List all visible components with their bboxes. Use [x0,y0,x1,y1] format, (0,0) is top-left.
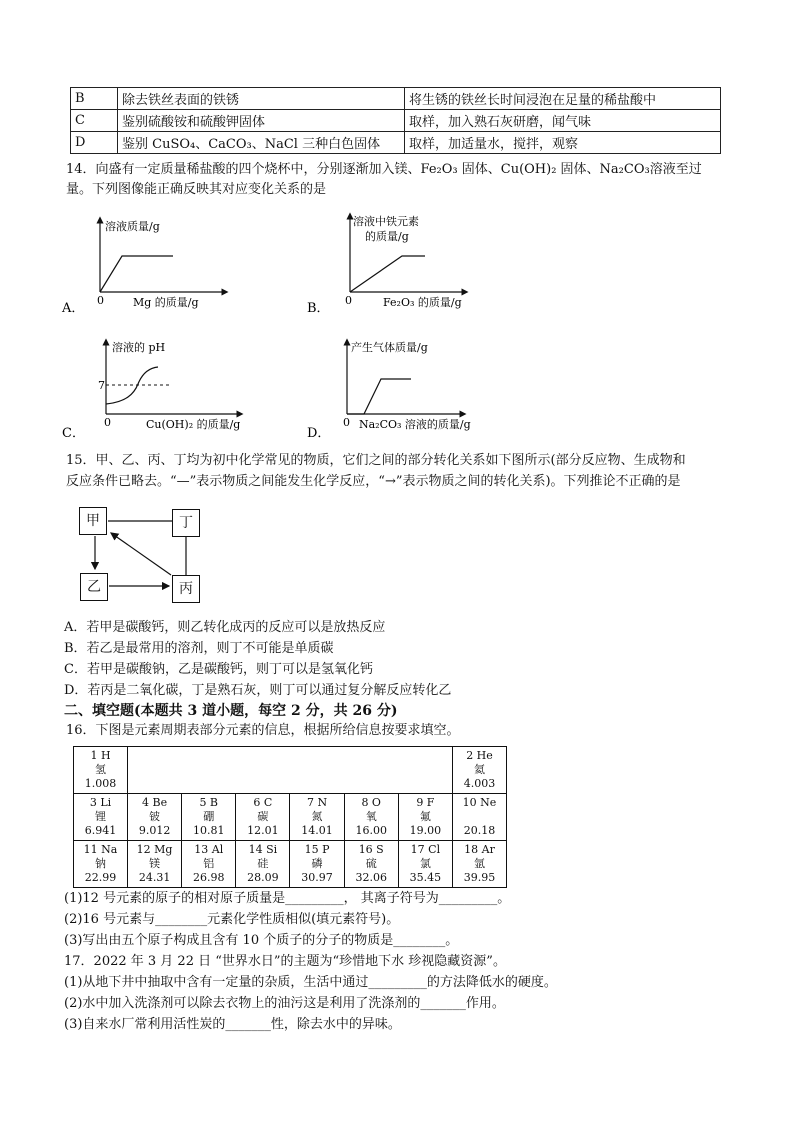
element-number-symbol: 18 Ar [464,843,495,856]
table-row [74,747,507,794]
element-number-symbol: 12 Mg [136,843,173,856]
table-row [71,110,721,132]
element-cell [344,841,398,888]
element-number-symbol: 11 Na [83,843,118,856]
q16-sub3: (3)写出由五个原子构成且含有 10 个质子的分子的物质是________。 [64,933,459,948]
node-bing: 丙 [172,575,200,603]
q17-stem: 17．2022 年 3 月 22 日 “世界水日”的主题为“珍惜地下水 珍视隐藏资源”。 [64,954,506,969]
element-number-symbol: 3 Li [89,796,112,809]
element-cell [182,794,236,841]
element-number-symbol: 7 N [306,796,328,809]
x-label: Mg 的质量/g [133,296,199,309]
element-mass: 6.941 [84,824,117,837]
q15-option-a: A．若甲是碳酸钙，则乙转化成丙的反应可以是放热反应 [64,620,386,635]
q16-sub1: (1)12 号元素的原子的相对原子质量是_________， 其离子符号为_________。 [64,891,511,906]
q17-sub2: (2)水中加入洗涤剂可以除去衣物上的油污这是利用了洗涤剂的_______作用。 [64,996,505,1011]
element-name: 铝 [203,857,215,870]
y-label: 产生气体质量/g [351,341,428,354]
curve [347,379,411,414]
element-number-symbol: 8 O [361,796,381,809]
section-title: 二、填空题(本题共 3 道小题，每空 2 分，共 26 分) [64,703,398,719]
element-cell [453,841,507,888]
graph-d [305,338,485,444]
element-name: 镁 [149,857,161,870]
origin-label: 0 [345,294,352,307]
element-mass: 16.00 [355,824,387,837]
origin-label: 0 [104,416,111,429]
element-number-symbol: 4 Be [142,796,168,809]
origin-label: 0 [343,416,350,429]
option-label-b: B． [307,301,330,316]
table-row [74,841,507,888]
element-name: 氧 [365,810,377,823]
element-name: 氩 [474,857,485,870]
element-mass: 19.00 [409,824,442,837]
graph-b [305,212,485,318]
q16-stem: 16．下图是元素周期表部分元素的信息，根据所给信息按要求填空。 [66,723,460,738]
element-number-symbol: 1 H [90,749,111,762]
curve [350,256,425,292]
x-label: Fe₂O₃ 的质量/g [383,296,462,309]
element-mass: 10.81 [192,824,225,837]
q14-stem-line1: 14．向盛有一定质量稀盐酸的四个烧杯中，分别逐渐加入镁、Fe₂O₃ 固体、Cu(OH)₂ 固体、Na₂CO₃溶液至过 [66,162,702,177]
q16-sub2: (2)16 号元素与________元素化学性质相似(填元素符号)。 [64,912,400,927]
element-mass: 4.003 [463,777,496,790]
graph-a [60,212,270,318]
element-cell [236,841,290,888]
element-name: 硅 [257,857,269,870]
element-number-symbol: 10 Ne [462,796,497,809]
element-cell [182,841,236,888]
element-name: 氟 [419,810,431,823]
y-label-line1: 溶液中铁元素 [353,215,419,228]
element-cell [290,794,344,841]
element-number-symbol: 9 F [416,796,435,809]
element-cell [453,794,507,841]
element-mass: 12.01 [247,824,279,837]
element-cell [398,841,452,888]
element-mass: 24.31 [138,871,171,884]
table-row [71,132,721,154]
element-cell [74,841,128,888]
q17-sub1: (1)从地下井中抽取中含有一定量的杂质，生活中通过_________的方法降低水的硬度。 [64,975,557,990]
curve [100,256,173,292]
element-number-symbol: 17 Cl [410,843,441,856]
q15-stem-line1: 15．甲、乙、丙、丁均为初中化学常见的物质，它们之间的部分转化关系如下图所示(部分反应物、生成物和 [66,453,686,468]
table-cell-method: 取样，加适量水，搅拌，观察 [405,132,721,154]
element-name: 氦 [474,763,485,776]
element-cell [344,794,398,841]
element-cell-h [74,747,128,794]
element-number-symbol: 2 He [466,749,493,762]
element-number-symbol: 13 Al [194,843,224,856]
element-mass: 28.09 [247,871,279,884]
node-yi: 乙 [80,573,108,601]
table-cell-method: 取样，加入熟石灰研磨，闻气味 [405,110,721,132]
option-label-d: D． [307,426,331,441]
element-cell [74,794,128,841]
q15-option-c: C．若甲是碳酸钠，乙是碳酸钙，则丁可以是氢氧化钙 [64,662,373,677]
table-cell-option: B [71,88,118,110]
blank-span [128,747,453,794]
table-row [71,88,721,110]
table-cell-method: 将生锈的铁丝长时间浸泡在足量的稀盐酸中 [405,88,721,110]
x-label: Cu(OH)₂ 的质量/g [146,418,241,431]
q17-sub3: (3)自来水厂常利用活性炭的_______性，除去水中的异味。 [64,1017,401,1032]
q14-stem-line2: 量。下列图像能正确反映其对应变化关系的是 [66,182,327,197]
element-name: 磷 [311,857,323,870]
element-mass: 14.01 [301,824,333,837]
table-cell-option: D [71,132,118,154]
element-mass: 20.18 [463,824,496,837]
origin-label: 0 [97,294,104,307]
element-cell [290,841,344,888]
element-cell [128,794,182,841]
table-cell-option: C [71,110,118,132]
option-label-c: C． [62,426,85,441]
periodic-table [73,746,507,888]
element-mass: 22.99 [84,871,117,884]
arrow-bing-jia [111,533,171,575]
element-name: 铍 [149,810,161,823]
y-label: 溶液的 pH [112,341,166,354]
element-mass: 1.008 [84,777,117,790]
experiment-table [70,87,721,154]
element-number-symbol: 14 Si [248,843,278,856]
element-name: 氢 [95,763,106,776]
node-jia: 甲 [79,507,107,535]
x-label: Na₂CO₃ 溶液的质量/g [359,418,471,431]
element-mass: 39.95 [463,871,496,884]
element-number-symbol: 6 C [253,796,273,809]
table-cell-goal: 鉴别 CuSO₄、CaCO₃、NaCl 三种白色固体 [118,132,405,154]
element-cell [128,841,182,888]
element-cell [398,794,452,841]
q15-option-b: B．若乙是最常用的溶剂，则丁不可能是单质碳 [64,641,334,656]
element-mass: 35.45 [409,871,442,884]
element-number-symbol: 5 B [199,796,219,809]
element-name [453,810,506,824]
element-name: 氮 [311,810,323,823]
element-number-symbol: 16 S [358,843,384,856]
element-mass: 30.97 [301,871,333,884]
element-cell-he [453,747,507,794]
element-name: 硫 [365,857,377,870]
table-row [74,794,507,841]
element-mass: 32.06 [355,871,387,884]
y-label-line2: 的质量/g [365,230,409,243]
y-label: 溶液质量/g [105,220,160,233]
element-mass: 26.98 [192,871,225,884]
table-cell-goal: 鉴别硫酸铵和硫酸钾固体 [118,110,405,132]
node-ding: 丁 [172,509,200,537]
element-name: 氯 [419,857,431,870]
element-name: 钠 [95,857,106,870]
element-name: 碳 [257,810,269,823]
table-cell-goal: 除去铁丝表面的铁锈 [118,88,405,110]
element-mass: 9.012 [138,824,171,837]
option-label-a: A． [62,301,85,316]
q15-option-d: D．若丙是二氧化碳，丁是熟石灰，则丁可以通过复分解反应转化乙 [64,683,452,698]
element-name: 锂 [95,810,106,823]
element-number-symbol: 15 P [304,843,330,856]
tick-7: 7 [98,379,105,392]
graph-c [60,338,270,444]
element-name: 硼 [203,810,215,823]
q15-stem-line2: 反应条件已略去。“—”表示物质之间能发生化学反应，“→”表示物质之间的转化关系)。下列推论不正确的是 [66,474,681,489]
element-cell [236,794,290,841]
